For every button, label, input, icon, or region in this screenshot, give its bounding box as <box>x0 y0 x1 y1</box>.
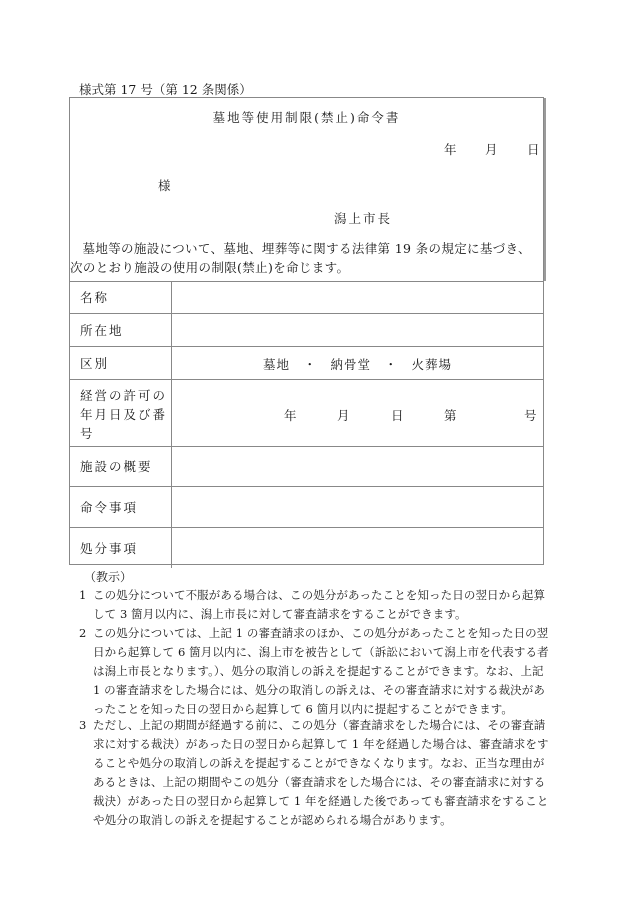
order-body-text: 墓地等の施設について、墓地、埋葬等に関する法律第 19 条の規定に基づき、次のとおり施設の使用の制限(禁止)を命じます。 <box>70 241 531 275</box>
note-text: この処分については、上記 1 の審査請求のほか、この処分があったことを知った日の翌日から起算して 6 箇月以内に、潟上市を被告として（訴訟において潟上市を代表する者は潟上市長となります。）、処分の取消しの訴えを提起することができます。なお、上記 1 の審査請求をした場合には、処分の取消しの訴えは、その審査請求に対する裁決があったことを知った日の翌日から起算して 6 箇月以内に提起することができます。 <box>93 626 549 716</box>
note-number: 2 <box>79 626 87 640</box>
category-options: 墓地 ・ 納骨堂 ・ 火葬場 <box>262 357 452 372</box>
document-title: 墓地等使用制限(禁止)命令書 <box>212 110 401 125</box>
order-items-field <box>172 487 543 527</box>
note-number: 1 <box>79 588 87 602</box>
name-field <box>172 282 543 313</box>
note-number: 3 <box>79 718 87 732</box>
table-row <box>70 487 543 528</box>
date-day: 日 <box>527 142 540 157</box>
table-row <box>70 528 543 568</box>
permit-month: 月 <box>337 408 350 423</box>
permit-label: 経営の許可の年月日及び番号 <box>70 380 172 446</box>
form-number: 様式第 17 号（第 12 条関係） <box>79 82 252 97</box>
order-form <box>69 97 544 565</box>
overview-field <box>172 447 543 486</box>
location-field <box>172 314 543 346</box>
category-label: 区別 <box>70 347 172 379</box>
note-text: この処分について不服がある場合は、この処分があったことを知った日の翌日から起算して 3 箇月以内に、潟上市長に対して審査請求をすることができます。 <box>93 588 546 621</box>
table-row <box>70 380 543 447</box>
name-label: 名称 <box>70 282 172 313</box>
addressee-suffix: 様 <box>158 178 171 193</box>
disposition-field <box>172 528 543 568</box>
permit-year: 年 <box>284 408 297 423</box>
table-row <box>70 347 543 380</box>
permit-day: 日 <box>391 408 404 423</box>
date-month: 月 <box>485 142 498 157</box>
note-item <box>79 624 553 719</box>
category-field <box>172 347 543 379</box>
location-label: 所在地 <box>70 314 172 346</box>
permit-field <box>172 380 543 446</box>
order-items-label: 命令事項 <box>70 487 172 527</box>
notes-heading: （教示） <box>84 570 133 584</box>
date-year: 年 <box>444 142 457 157</box>
note-text: ただし、上記の期間が経過する前に、この処分（審査請求をした場合には、その審査請求に対する裁決）があった日の翌日から起算して 1 年を経過した場合は、審査請求をすることや処分の取消しの訴えを提起することができなくなります。なお、正当な理由があるときは、上記の期間やこの処分（審査請求をした場合には、その審査請求に対する裁決）があった日の翌日から起算して 1 年を経過した後であっても審査請求をすることや処分の取消しの訴えを提起することが認められる場合があります。 <box>93 718 549 827</box>
permit-number-prefix: 第 <box>444 408 457 423</box>
facility-table <box>70 281 543 568</box>
table-row <box>70 447 543 487</box>
note-item <box>79 586 553 624</box>
permit-number-suffix: 号 <box>524 408 537 423</box>
table-row <box>70 314 543 347</box>
issuer: 潟上市長 <box>334 211 393 226</box>
table-row <box>70 282 543 314</box>
disposition-label: 処分事項 <box>70 528 172 568</box>
note-item <box>79 716 553 830</box>
overview-label: 施設の概要 <box>70 447 172 486</box>
